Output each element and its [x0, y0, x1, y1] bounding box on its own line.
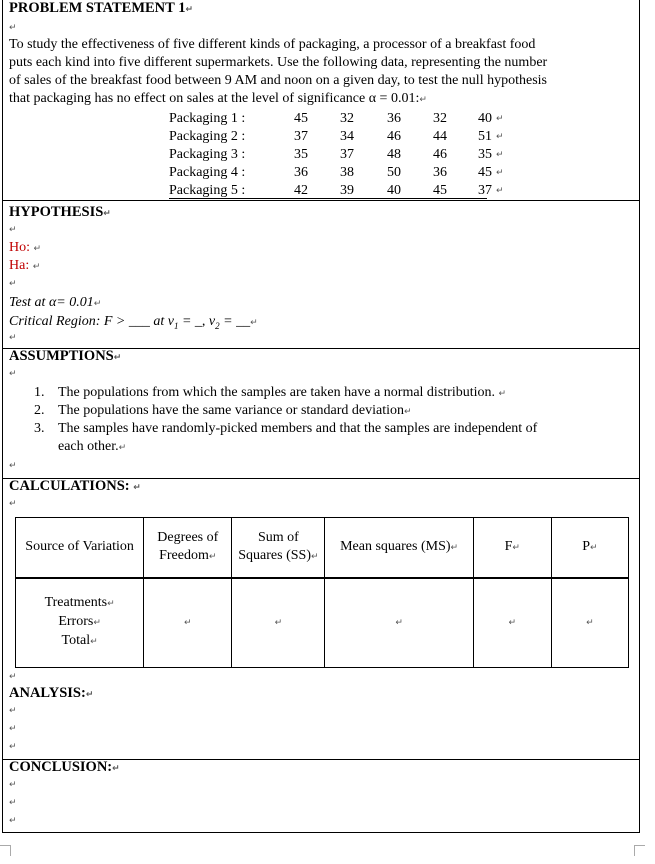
- paragraph-mark: ↵: [496, 132, 504, 142]
- assumptions-section: [3, 348, 639, 479]
- calculations-heading: CALCULATIONS: ↵: [9, 478, 141, 494]
- assumption-text: The samples have randomly-picked members and that the samples are independent of: [58, 421, 538, 436]
- packaging-value: 36: [433, 165, 447, 180]
- packaging-value: 37: [340, 147, 354, 162]
- analysis-heading: ANALYSIS:↵: [9, 685, 94, 701]
- header-p: P↵: [551, 518, 628, 578]
- problem-heading: PROBLEM STATEMENT 1↵: [9, 0, 193, 16]
- header-df: Degrees of Freedom↵: [144, 518, 232, 578]
- packaging-value: 40: [478, 111, 492, 126]
- assumption-item: 3.: [34, 421, 45, 436]
- packaging-value: 36: [294, 165, 308, 180]
- packaging-label: Packaging 5 :: [169, 183, 246, 198]
- page-corner-mark: [0, 845, 11, 856]
- packaging-value: 39: [340, 183, 354, 198]
- header-ms: Mean squares (MS)↵: [325, 518, 473, 578]
- header-source: Source of Variation: [16, 518, 144, 578]
- anova-table: [15, 517, 629, 668]
- paragraph-mark: ↵: [9, 461, 17, 471]
- packaging-value: 46: [433, 147, 447, 162]
- paragraph-mark: ↵: [9, 23, 17, 33]
- packaging-label: Packaging 4 :: [169, 165, 246, 180]
- packaging-value: 37: [294, 129, 308, 144]
- packaging-value: 50: [387, 165, 401, 180]
- assumptions-heading: ASSUMPTIONS↵: [9, 348, 122, 364]
- problem-text-line: of sales of the breakfast food between 9 AM and noon on a given day, to test the null hypothesis: [9, 73, 547, 88]
- paragraph-mark: ↵: [9, 499, 17, 509]
- paragraph-mark: ↵: [9, 742, 17, 752]
- significance-level: Test at α= 0.01↵: [9, 295, 102, 310]
- packaging-value: 36: [387, 111, 401, 126]
- null-hypothesis-field[interactable]: Ho: ↵: [9, 240, 42, 255]
- problem-text-line: that packaging has no effect on sales at the level of significance α = 0.01:↵: [9, 91, 427, 106]
- conclusion-heading: CONCLUSION:↵: [9, 759, 120, 775]
- paragraph-mark: ↵: [9, 225, 17, 235]
- ms-input-cell[interactable]: ↵: [325, 578, 473, 668]
- hypothesis-heading: HYPOTHESIS↵: [9, 204, 111, 220]
- packaging-value: 45: [478, 165, 492, 180]
- packaging-value: 45: [433, 183, 447, 198]
- packaging-value: 38: [340, 165, 354, 180]
- assumption-text: The populations have the same variance or standard deviation↵: [58, 403, 412, 418]
- alternative-hypothesis-field[interactable]: Ha: ↵: [9, 258, 41, 273]
- assumption-text-cont: each other.↵: [58, 439, 127, 454]
- calculations-section: [3, 478, 639, 760]
- problem-text-line: To study the effectiveness of five different kinds of packaging, a processor of a breakfast food: [9, 37, 536, 52]
- header-ss: Sum of Squares (SS)↵: [232, 518, 325, 578]
- paragraph-mark: ↵: [9, 369, 17, 379]
- critical-region[interactable]: Critical Region: F > ___ at $v_1$ = _, $v_2$ = __↵: [9, 314, 258, 331]
- packaging-value: 37: [478, 183, 492, 198]
- packaging-value: 42: [294, 183, 308, 198]
- data-underline: [169, 198, 487, 199]
- packaging-label: Packaging 2 :: [169, 129, 246, 144]
- packaging-value: 45: [294, 111, 308, 126]
- packaging-value: 34: [340, 129, 354, 144]
- paragraph-mark: ↵: [496, 114, 504, 124]
- assumption-text: The populations from which the samples are taken have a normal distribution. ↵: [58, 385, 507, 400]
- assumption-item: 2.: [34, 403, 45, 418]
- paragraph-mark: ↵: [9, 798, 17, 808]
- packaging-value: 35: [294, 147, 308, 162]
- df-input-cell[interactable]: ↵: [144, 578, 232, 668]
- paragraph-mark: ↵: [9, 672, 17, 682]
- f-input-cell[interactable]: ↵: [473, 578, 551, 668]
- packaging-value: 51: [478, 129, 492, 144]
- paragraph-mark: ↵: [9, 279, 17, 289]
- paragraph-mark: ↵: [496, 186, 504, 196]
- paragraph-mark: ↵: [9, 816, 17, 826]
- conclusion-section: [3, 759, 639, 833]
- header-f: F↵: [473, 518, 551, 578]
- packaging-value: 32: [433, 111, 447, 126]
- paragraph-mark: ↵: [496, 150, 504, 160]
- packaging-value: 40: [387, 183, 401, 198]
- paragraph-mark: ↵: [9, 706, 17, 716]
- paragraph-mark: ↵: [9, 724, 17, 734]
- problem-text-line: puts each kind into five different supermarkets. Use the following data, representing the number: [9, 55, 548, 70]
- problem-section: [3, 0, 639, 200]
- ss-input-cell[interactable]: ↵: [232, 578, 325, 668]
- paragraph-mark: ↵: [9, 333, 17, 343]
- source-cell: Treatments↵ Errors↵ Total↵: [16, 578, 144, 668]
- packaging-label: Packaging 1 :: [169, 111, 246, 126]
- packaging-value: 32: [340, 111, 354, 126]
- page-corner-mark: [634, 845, 645, 856]
- packaging-value: 48: [387, 147, 401, 162]
- document-page: [2, 0, 640, 833]
- packaging-value: 35: [478, 147, 492, 162]
- paragraph-mark: ↵: [9, 780, 17, 790]
- hypothesis-section: [3, 200, 639, 349]
- p-input-cell[interactable]: ↵: [551, 578, 628, 668]
- packaging-label: Packaging 3 :: [169, 147, 246, 162]
- packaging-value: 44: [433, 129, 447, 144]
- paragraph-mark: ↵: [496, 168, 504, 178]
- assumption-item: 1.: [34, 385, 45, 400]
- packaging-value: 46: [387, 129, 401, 144]
